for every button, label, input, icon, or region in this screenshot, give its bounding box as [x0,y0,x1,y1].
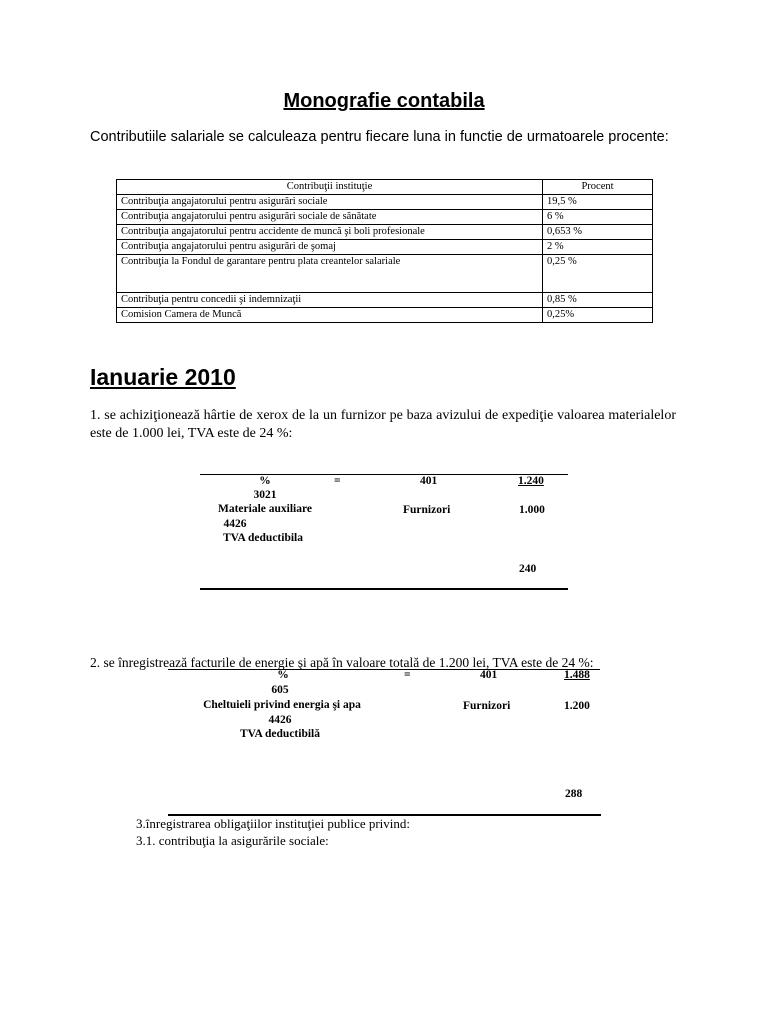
entry2-amount2: 288 [565,788,583,800]
entry1-equals: = [334,475,341,487]
entry1-bottom-rule [200,588,568,590]
entry3-line2: 3.1. contribuţia la asigurările sociale: [136,833,329,848]
table-row [117,225,653,240]
entry1-amount2: 240 [519,563,537,575]
entry2-total: 1.488 [564,669,590,681]
table-cell: 2 % [543,240,653,255]
entry2-description: 2. se înregistrează facturile de energie şi apă în valoare totală de 1.200 lei, TVA este de 24 %: [90,655,594,670]
contributions-table [116,179,653,323]
table-header-cell: Procent [543,180,653,195]
table-cell: Contribuţia angajatorului pentru asigurări sociale [117,195,543,210]
entry2-credit-name: Furnizori [463,700,511,712]
table-cell: Contribuţia angajatorului pentru asigurări sociale de sănătate [117,210,543,225]
table-cell: 6 % [543,210,653,225]
entry2-credit-account: 401 [480,669,498,681]
table-cell: Contribuţia pentru concedii şi indemnizaţii [117,293,543,308]
entry1-acc1: 3021 [253,489,277,501]
entry1-credit-account: 401 [420,475,438,487]
entry1-description: 1. se achiziţionează hârtie de xerox de la un furnizor pe baza avizului de expediţie valoarea materialelor este de 1.000 lei, TVA este de 24 %: [90,408,676,441]
table-row [117,195,653,210]
document-title: Monografie contabila [283,90,485,112]
entry2-acc2: 4426 [268,714,292,726]
entry2-top-rule [168,669,600,670]
table-cell: Contribuţia la Fondul de garantare pentru plata creantelor salariale [117,255,543,293]
entry2-acc1: 605 [271,684,289,696]
entry2-amount1: 1.200 [564,700,590,712]
table-cell: 0,85 % [543,293,653,308]
entry3-line1: 3.înregistrarea obligaţiilor instituţiei publice privind: [136,816,411,831]
table-row [117,210,653,225]
table-cell: Contribuţia angajatorului pentru accidente de muncă şi boli profesionale [117,225,543,240]
table-cell: 19,5 % [543,195,653,210]
table-row [117,308,653,323]
intro-paragraph: Contributiile salariale se calculeaza pentru fiecare luna in functie de urmatoarele procente: [90,129,669,145]
table-header-row [117,180,653,195]
table-row [117,255,653,293]
entry1-amount1: 1.000 [519,504,545,516]
entry2-equals: = [404,669,411,681]
table-row [117,240,653,255]
table-cell: 0,25 % [543,255,653,293]
table-cell: Contribuţia angajatorului pentru asigurări de şomaj [117,240,543,255]
table-cell: 0,653 % [543,225,653,240]
table-header-cell: Contribuţii instituţie [117,180,543,195]
entry1-acc2-name: TVA deductibila [223,532,303,544]
entry2-debit: % [277,669,289,681]
table-row [117,293,653,308]
table-cell: 0,25% [543,308,653,323]
entry1-credit-name: Furnizori [403,504,451,516]
entry1-total: 1.240 [518,475,544,487]
entry1-debit: % [259,475,271,487]
entry2-acc2-name: TVA deductibilă [240,728,320,740]
month-heading: Ianuarie 2010 [90,364,236,390]
entry1-acc2: 4426 [223,518,247,530]
entry1-acc1-name: Materiale auxiliare [218,503,312,515]
table-cell: Comision Camera de Muncă [117,308,543,323]
entry2-acc1-name: Cheltuieli privind energia şi apa [203,699,361,711]
